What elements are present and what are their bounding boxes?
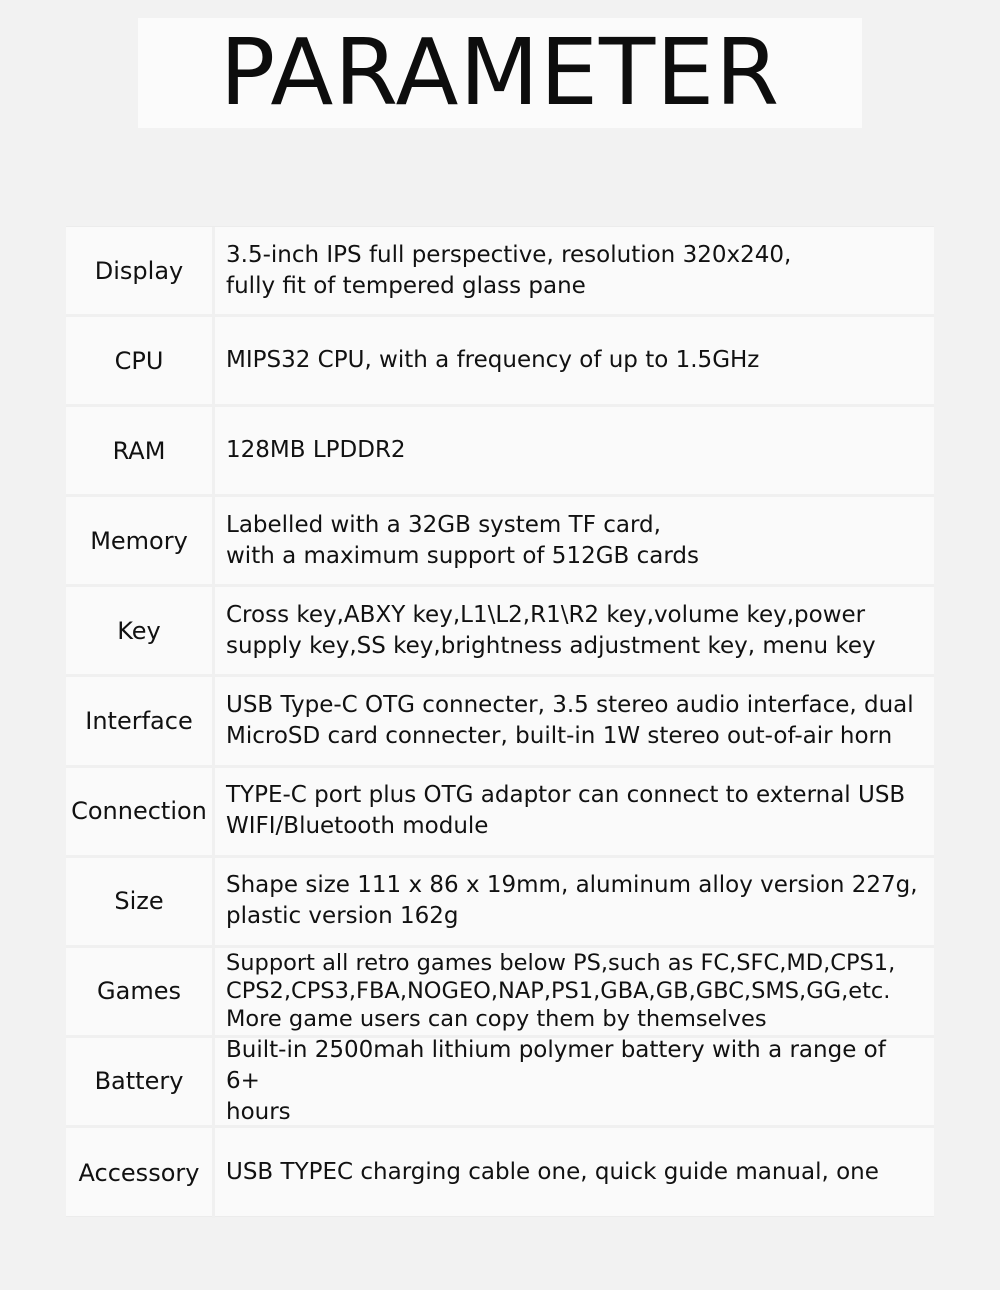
spec-label-accessory: Accessory — [66, 1128, 215, 1218]
spec-label-key: Key — [66, 587, 215, 674]
spec-value-battery: Built-in 2500mah lithium polymer battery with a range of 6+ hours — [226, 1037, 886, 1125]
spec-value-key: Cross key,ABXY key,L1\L2,R1\R2 key,volume key,power supply key,SS key,brightness adjustment key, menu key — [226, 601, 876, 659]
spec-label-connection: Connection — [66, 768, 215, 855]
spec-row-connection — [66, 768, 934, 858]
spec-row-cpu — [66, 317, 934, 407]
spec-label-memory: Memory — [66, 497, 215, 584]
spec-table — [66, 226, 934, 1217]
spec-value-memory: Labelled with a 32GB system TF card, with a maximum support of 512GB cards — [226, 511, 699, 569]
spec-row-key — [66, 587, 934, 677]
spec-row-size — [66, 858, 934, 948]
spec-value-display: 3.5-inch IPS full perspective, resolution 320x240, fully fit of tempered glass pane — [226, 241, 792, 299]
page-title: PARAMETER — [219, 19, 781, 126]
spec-value-connection: TYPE-C port plus OTG adaptor can connect to external USB WIFI/Bluetooth module — [226, 782, 906, 840]
spec-value-games: Support all retro games below PS,such as FC,SFC,MD,CPS1, CPS2,CPS3,FBA,NOGEO,NAP,PS1,GBA,GB,GBC,SMS,GG,etc. More game users can copy them by themselves — [226, 950, 896, 1033]
spec-value-size: Shape size 111 x 86 x 19mm, aluminum alloy version 227g, plastic version 162g — [226, 872, 918, 930]
spec-value-interface: USB Type-C OTG connecter, 3.5 stereo audio interface, dual MicroSD card connecter, built-in 1W stereo out-of-air horn — [226, 692, 914, 750]
spec-value-accessory: USB TYPEC charging cable one, quick guide manual, one — [226, 1159, 879, 1186]
spec-row-display — [66, 227, 934, 317]
spec-row-ram — [66, 407, 934, 497]
spec-label-interface: Interface — [66, 677, 215, 764]
title-band — [138, 18, 862, 128]
spec-row-interface — [66, 677, 934, 767]
spec-row-accessory — [66, 1128, 934, 1218]
spec-row-battery — [66, 1038, 934, 1128]
spec-value-ram: 128MB LPDDR2 — [226, 437, 406, 464]
spec-label-size: Size — [66, 858, 215, 945]
spec-label-games: Games — [66, 948, 215, 1035]
spec-value-cpu: MIPS32 CPU, with a frequency of up to 1.5GHz — [226, 347, 760, 374]
spec-label-display: Display — [66, 227, 215, 314]
spec-label-ram: RAM — [66, 407, 215, 494]
spec-row-games — [66, 948, 934, 1038]
spec-row-memory — [66, 497, 934, 587]
spec-label-battery: Battery — [66, 1038, 215, 1125]
spec-label-cpu: CPU — [66, 317, 215, 404]
